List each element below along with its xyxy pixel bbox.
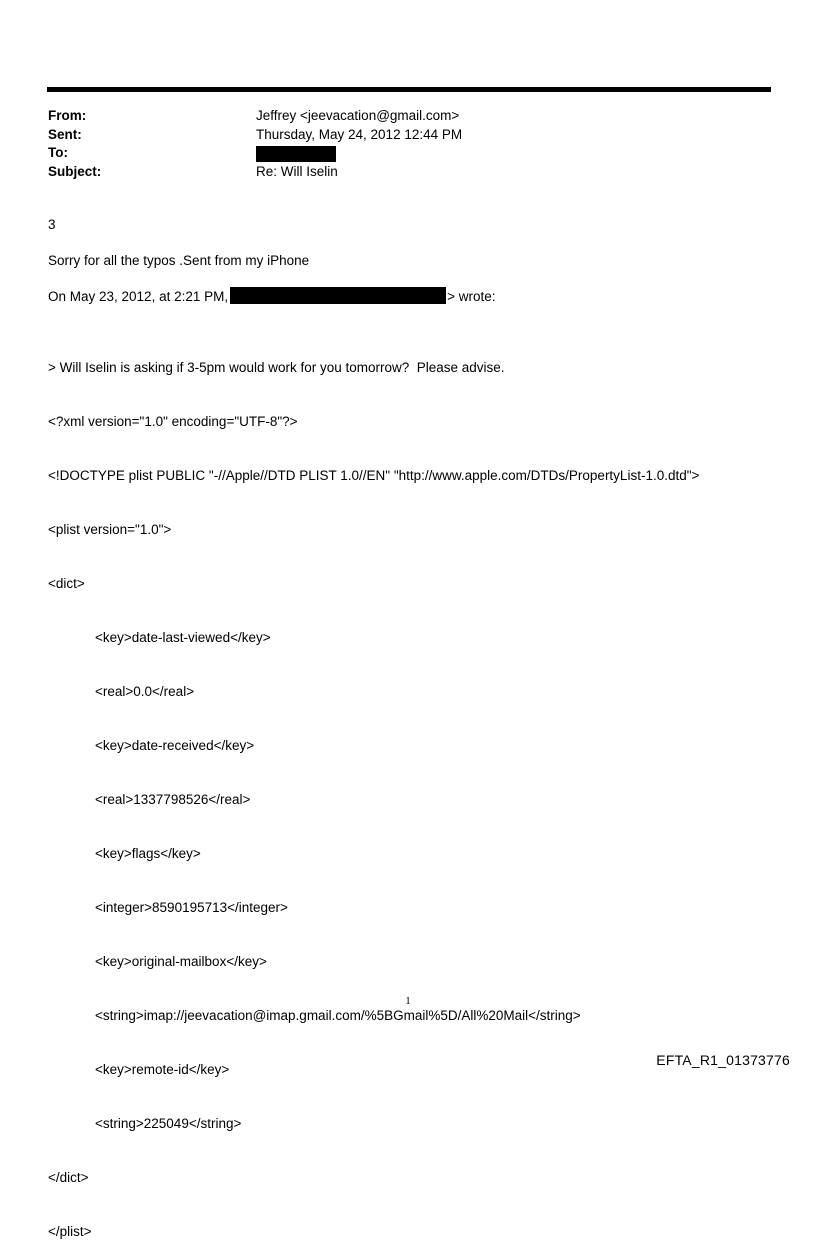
plist-line: <string>225049</string> — [95, 1116, 242, 1131]
plist-line: <key>original-mailbox</key> — [95, 954, 267, 969]
plist-line: <string>imap://jeevacation@imap.gmail.com/%5BGmail%5D/All%20Mail</string> — [95, 1008, 581, 1023]
from-label: From: — [48, 108, 87, 123]
page-number: 1 — [405, 995, 411, 1007]
quoted-message — [48, 323, 699, 1259]
quoted-line: <!DOCTYPE plist PUBLIC "-//Apple//DTD PLIST 1.0//EN" "http://www.apple.com/DTDs/PropertyList-1.0.dtd"> — [48, 468, 700, 483]
quoted-line: <?xml version="1.0" encoding="UTF-8"?> — [48, 414, 298, 429]
redaction-box-to — [256, 146, 336, 162]
sent-value: Thursday, May 24, 2012 12:44 PM — [256, 126, 463, 142]
from-row — [48, 108, 748, 127]
redaction-box-sender — [230, 287, 446, 304]
subject-label: Subject: — [48, 163, 102, 179]
plist-line: <key>date-last-viewed</key> — [95, 630, 271, 645]
quoted-line: <dict> — [48, 576, 85, 591]
body-sorry-line: Sorry for all the typos .Sent from my iPhone — [48, 253, 310, 268]
body-line-number: 3 — [48, 217, 56, 232]
plist-line: <real>0.0</real> — [95, 684, 195, 699]
quoted-line: <plist version="1.0"> — [48, 522, 172, 537]
plist-line: <real>1337798526</real> — [95, 792, 251, 807]
to-value — [256, 145, 336, 162]
quoted-line: </plist> — [48, 1224, 92, 1239]
from-value: Jeffrey <jeevacation@gmail.com> — [256, 108, 460, 123]
quoted-line: > Will Iselin is asking if 3-5pm would work for you tomorrow? Please advise. — [48, 360, 505, 375]
attribution-prefix: On May 23, 2012, at 2:21 PM, — [48, 289, 229, 304]
to-row — [48, 145, 748, 164]
email-header — [48, 108, 748, 182]
reply-attribution-line — [48, 287, 496, 306]
sent-label: Sent: — [48, 126, 82, 142]
plist-line: <key>flags</key> — [95, 846, 201, 861]
plist-line: <key>remote-id</key> — [95, 1062, 230, 1077]
quoted-line: </dict> — [48, 1170, 89, 1185]
attribution-suffix: > wrote: — [447, 289, 496, 304]
subject-row — [48, 164, 748, 183]
sent-row — [48, 127, 748, 146]
header-rule — [47, 87, 771, 92]
to-label: To: — [48, 145, 68, 160]
bates-number: EFTA_R1_01373776 — [656, 1052, 790, 1068]
plist-line: <integer>8590195713</integer> — [95, 900, 288, 915]
subject-value: Re: Will Iselin — [256, 163, 338, 179]
plist-line: <key>date-received</key> — [95, 738, 255, 753]
